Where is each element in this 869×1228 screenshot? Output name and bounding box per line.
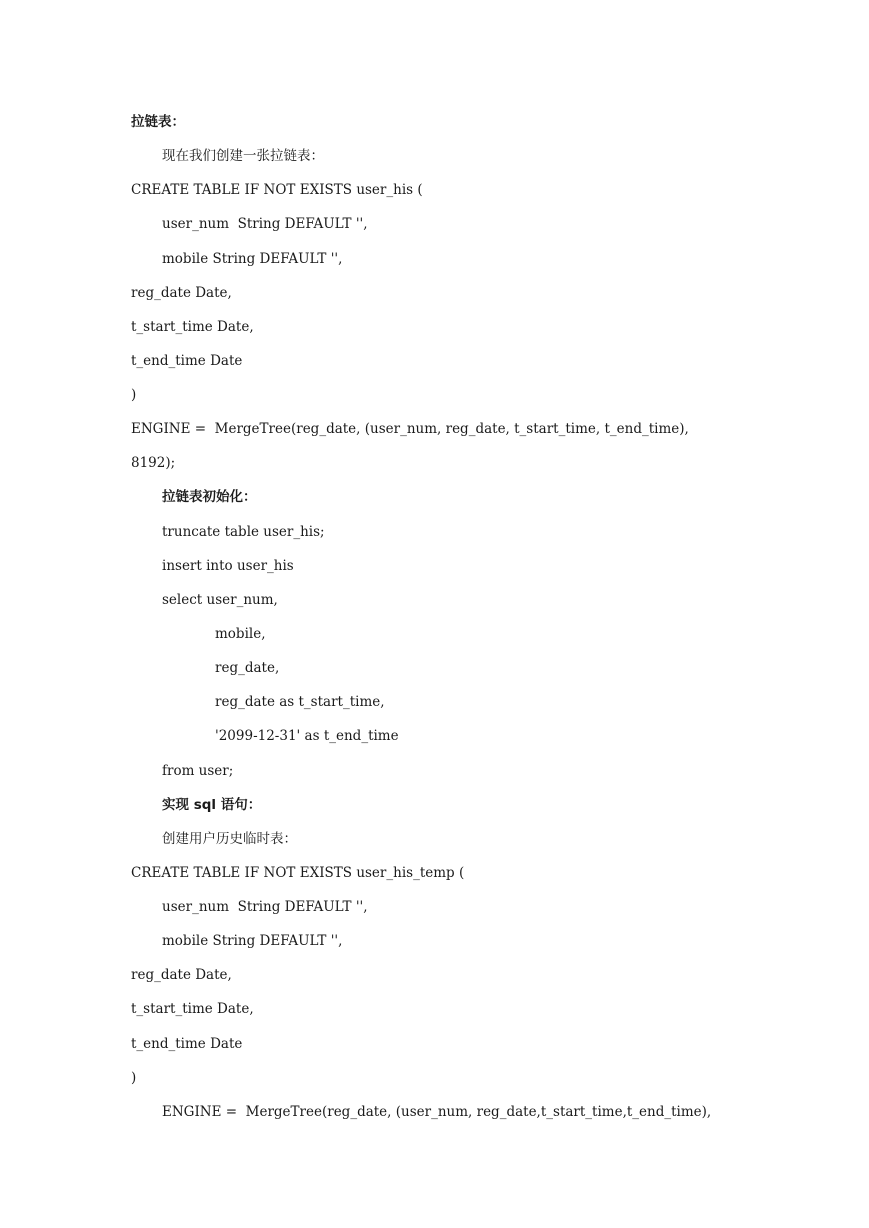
code-line: mobile String DEFAULT '', <box>162 933 343 949</box>
code-line: user_num String DEFAULT '', <box>162 216 368 232</box>
code-line: t_start_time Date, <box>131 1001 254 1017</box>
code-line: t_end_time Date <box>131 353 243 369</box>
code-line: insert into user_his <box>162 558 294 574</box>
code-line: ) <box>131 1070 137 1086</box>
code-line: CREATE TABLE IF NOT EXISTS user_his ( <box>131 182 423 198</box>
code-line: mobile String DEFAULT '', <box>162 251 343 267</box>
code-line: reg_date Date, <box>131 285 232 301</box>
code-line: truncate table user_his; <box>162 524 325 540</box>
code-line: user_num String DEFAULT '', <box>162 899 368 915</box>
code-line: t_start_time Date, <box>131 319 254 335</box>
code-line: mobile, <box>215 626 266 642</box>
intro-create-text: 现在我们创建一张拉链表： <box>162 148 324 164</box>
code-line: reg_date, <box>215 660 280 676</box>
code-line: ENGINE = MergeTree(reg_date, (user_num, reg_date, t_start_time, t_end_time), <box>131 421 689 437</box>
code-line: ) <box>131 387 137 403</box>
code-line: reg_date Date, <box>131 967 232 983</box>
section-heading-impl-sql: 实现 sql 语句： <box>162 797 262 813</box>
temp-table-intro-text: 创建用户历史临时表： <box>162 831 297 847</box>
code-line: '2099-12-31' as t_end_time <box>215 728 399 744</box>
section-heading-init: 拉链表初始化： <box>162 489 257 505</box>
code-line: reg_date as t_start_time, <box>215 694 385 710</box>
code-line: 8192); <box>131 455 176 471</box>
code-line: ENGINE = MergeTree(reg_date, (user_num, reg_date,t_start_time,t_end_time), <box>162 1104 712 1120</box>
code-line: t_end_time Date <box>131 1036 243 1052</box>
code-line: select user_num, <box>162 592 278 608</box>
section-heading-zipper-table: 拉链表： <box>131 114 185 130</box>
code-line: CREATE TABLE IF NOT EXISTS user_his_temp ( <box>131 865 465 881</box>
code-line: from user; <box>162 763 234 779</box>
